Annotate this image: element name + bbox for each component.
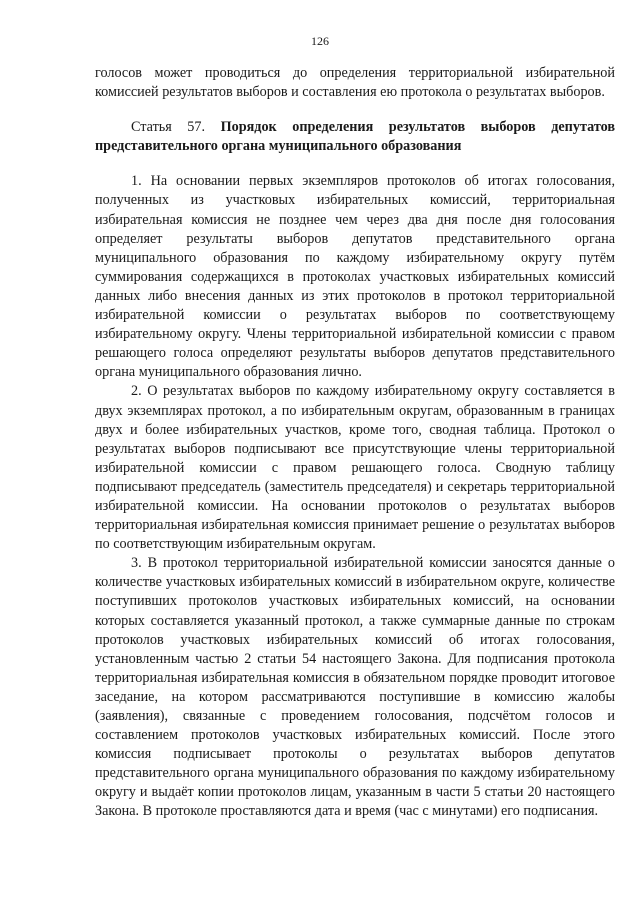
article-heading xyxy=(95,118,615,156)
lead-paragraph: голосов может проводиться до определения территориальной избирательной комиссией результатов выборов и составления ею протокола о результатах выборов. xyxy=(95,65,615,101)
article-title: Порядок определения результатов выборов депутатов представительного органа муниципального образования xyxy=(95,119,615,155)
paragraph-1: 1. На основании первых экземпляров протоколов об итогах голосования, полученных из участковых избирательных комиссий, территориальная избирательная комиссия не позднее чем через два дня после дня голосования определяет результаты выборов депутатов представительного органа муниципального образования по каждому избирательному округу путём суммирования содержащихся в протоколах участковых избирательных комиссий данных либо внесения данных из этих протоколов в протокол территориальной избирательной комиссии о результатах выборов по соответствующему избирательному округу. Члены территориальной избирательной комиссии с правом решающего голоса определяют результаты выборов депутатов представительного органа муниципального образования лично. xyxy=(95,173,615,381)
paragraph-3: 3. В протокол территориальной избирательной комиссии заносятся данные о количестве участковых избирательных комиссий в избирательном округе, количестве поступивших протоколов участковых избирательных комиссий, на основании которых составляется указанный протокол, а также суммарные данные по строкам протоколов участковых избирательных комиссий об итогах голосования, установленным частью 2 статьи 54 настоящего Закона. Для подписания протокола территориальная избирательная комиссия в обязательном порядке проводит итоговое заседание, на котором рассматриваются поступившие в комиссию жалобы (заявления), связанные с проведением голосования, подсчётом голосов и составлением протоколов участковых избирательных комиссий. После этого комиссия подписывает протоколы о результатах выборов депутатов представительного органа муниципального образования по каждому избирательному округу и выдаёт копии протоколов лицам, указанным в части 5 статьи 20 настоящего Закона. В протоколе проставляются дата и время (час с минутами) его подписания. xyxy=(95,555,615,820)
paragraph-2: 2. О результатах выборов по каждому избирательному округу составляется в двух экземплярах протокол, а по избирательным округам, образованным в границах двух и более избирательных участков, кроме того, сводная таблица. Протокол о результатах выборов подписывают все присутствующие члены территориальной избирательной комиссии с правом решающего голоса. Сводную таблицу подписывают председатель (заместитель председателя) и секретарь территориальной избирательной комиссии. На основании протоколов о результатах выборов территориальная избирательная комиссия принимает решение о результатах выборов по соответствующим избирательным округам. xyxy=(95,383,615,553)
document-body xyxy=(95,64,615,822)
page-number: 126 xyxy=(311,34,329,48)
article-label: Статья 57. xyxy=(131,119,206,136)
